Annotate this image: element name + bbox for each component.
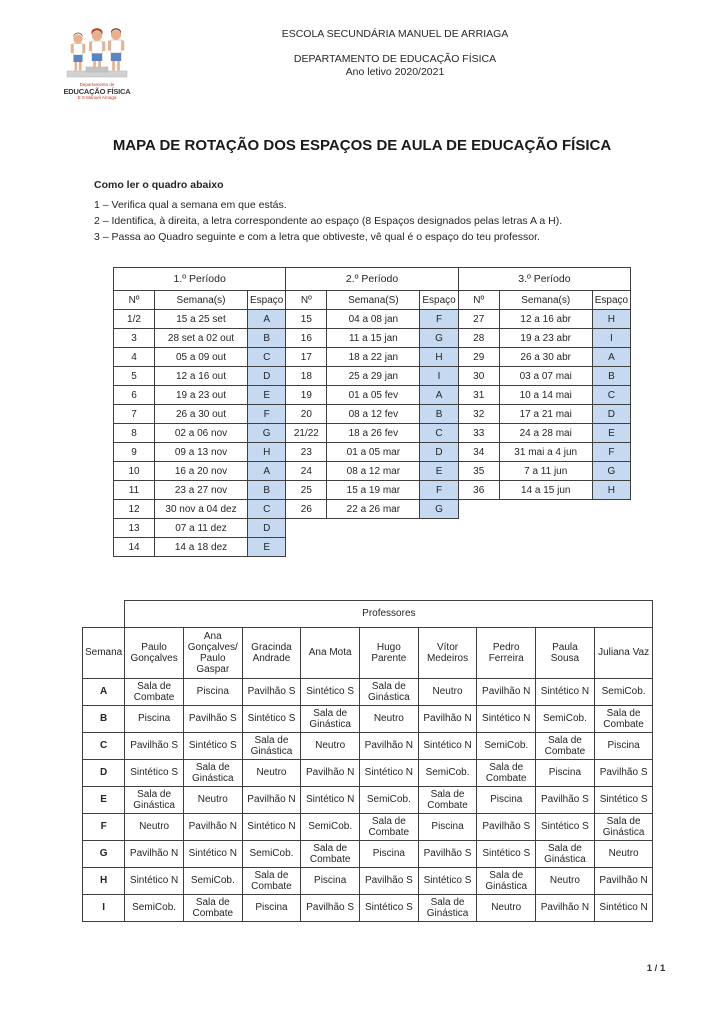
espaco-letter: E [248,538,286,557]
space-cell: Neutro [301,732,360,759]
rotation-row [286,481,458,500]
week-dates: 19 a 23 out [155,386,248,405]
rotation-row [286,386,458,405]
rotation-row [286,367,458,386]
week-number: 21/22 [286,424,327,443]
rotation-row [458,367,630,386]
column-header: Semana(s) [499,291,592,310]
week-dates: 26 a 30 out [155,405,248,424]
espaco-letter: E [420,462,458,481]
space-cell: Sintético N [418,732,477,759]
rotation-period-table-1 [113,267,286,557]
teacher-name-header: Gracinda Andrade [242,627,301,678]
space-cell: SemiCob. [242,840,301,867]
space-cell: SemiCob. [594,678,653,705]
week-number: 25 [286,481,327,500]
space-cell: Sintético N [301,786,360,813]
rotation-row [114,481,286,500]
espaco-letter: A [248,310,286,329]
rotation-row [286,424,458,443]
instructions-heading: Como ler o quadro abaixo [94,179,224,191]
espaco-letter: A [420,386,458,405]
space-cell: Sala de Ginástica [418,894,477,921]
teacher-week-row [83,840,653,867]
pe-kids-logo-icon [64,26,130,80]
rotation-row [114,329,286,348]
espaco-letter: H [592,481,630,500]
espaco-letter: C [248,500,286,519]
space-cell: Sala de Combate [183,894,242,921]
week-dates: 08 a 12 mar [327,462,420,481]
space-cell: Sintético S [536,813,595,840]
space-cell: Sintético S [125,759,184,786]
space-cell: Sala de Combate [360,813,419,840]
espaco-letter: D [248,367,286,386]
space-cell: Pavilhão N [301,759,360,786]
space-cell: Piscina [477,786,536,813]
space-cell: Sala de Combate [301,840,360,867]
space-cell: Neutro [242,759,301,786]
week-number: 6 [114,386,155,405]
rotation-period-table-3 [458,267,631,500]
space-cell: SemiCob. [418,759,477,786]
week-dates: 31 mai a 4 jun [499,443,592,462]
week-dates: 19 a 23 abr [499,329,592,348]
space-cell: Sala de Combate [242,867,301,894]
space-cell: Neutro [536,867,595,894]
school-year: Ano letivo 2020/2021 [345,66,445,78]
week-dates: 10 a 14 mai [499,386,592,405]
week-letter: G [83,840,125,867]
space-cell: Sala de Ginástica [477,867,536,894]
space-cell: Pavilhão N [242,786,301,813]
teacher-name-header: Pedro Ferreira [477,627,536,678]
space-cell: Sintético S [360,894,419,921]
space-cell: Sala de Combate [418,786,477,813]
week-number: 19 [286,386,327,405]
space-cell: Neutro [125,813,184,840]
week-dates: 01 a 05 mar [327,443,420,462]
space-cell: Pavilhão N [477,678,536,705]
instruction-step-1: 1 – Verifica qual a semana em que estás. [94,199,287,211]
teacher-week-row [83,678,653,705]
week-letter: F [83,813,125,840]
space-cell: Piscina [301,867,360,894]
space-cell: Sintético N [183,840,242,867]
week-dates: 18 a 26 fev [327,424,420,443]
space-cell: Pavilhão N [183,813,242,840]
week-number: 8 [114,424,155,443]
week-dates: 7 a 11 jun [499,462,592,481]
week-number: 32 [458,405,499,424]
week-number: 24 [286,462,327,481]
rotation-row [114,443,286,462]
space-cell: Pavilhão S [242,678,301,705]
school-name: ESCOLA SECUNDÁRIA MANUEL DE ARRIAGA [281,28,509,40]
week-letter: C [83,732,125,759]
logo-educacao-fisica: EDUCAÇÃO FÍSICA [63,86,131,96]
week-number: 5 [114,367,155,386]
espaco-letter: F [592,443,630,462]
space-cell: Sala de Ginástica [301,705,360,732]
rotation-row [286,348,458,367]
teacher-week-row [83,705,653,732]
space-cell: Piscina [125,705,184,732]
week-number: 28 [458,329,499,348]
espaco-letter: D [592,405,630,424]
espaco-letter: A [592,348,630,367]
space-cell: Sintético N [536,678,595,705]
espaco-letter: B [248,481,286,500]
space-cell: Sala de Ginástica [536,840,595,867]
teachers-grid [82,600,653,922]
espaco-letter: G [420,500,458,519]
rotation-row [114,500,286,519]
space-cell: Sintético N [360,759,419,786]
space-cell: Neutro [594,840,653,867]
space-cell: Pavilhão S [477,813,536,840]
space-cell: SemiCob. [477,732,536,759]
space-cell: Sintético S [242,705,301,732]
week-dates: 15 a 25 set [155,310,248,329]
week-number: 18 [286,367,327,386]
professores-group-header: Professores [125,601,653,628]
rotation-row [458,405,630,424]
rotation-row [458,443,630,462]
space-cell: Sala de Ginástica [242,732,301,759]
week-number: 26 [286,500,327,519]
week-number: 23 [286,443,327,462]
week-dates: 30 nov a 04 dez [155,500,248,519]
space-cell: Neutro [477,894,536,921]
instruction-step-2: 2 – Identifica, à direita, a letra correspondente ao espaço (8 Espaços designados pelas letras A a H). [94,215,563,227]
espaco-letter: H [420,348,458,367]
space-cell: Neutro [360,705,419,732]
instruction-step-3: 3 – Passa ao Quadro seguinte e com a letra que obtiveste, vê qual é o espaço do teu professor. [94,231,540,243]
rotation-row [114,405,286,424]
space-cell: Pavilhão S [183,705,242,732]
space-cell: Sintético S [418,867,477,894]
corner-empty-cell [83,601,125,628]
espaco-letter: C [248,348,286,367]
period-label: 2.º Período [286,268,458,291]
week-number: 16 [286,329,327,348]
column-header: Espaço [248,291,286,310]
week-number: 10 [114,462,155,481]
week-dates: 14 a 15 jun [499,481,592,500]
week-number: 20 [286,405,327,424]
week-dates: 22 a 26 mar [327,500,420,519]
week-number: 36 [458,481,499,500]
space-cell: Piscina [536,759,595,786]
espaco-letter: I [592,329,630,348]
week-letter: H [83,867,125,894]
rotation-row [286,310,458,329]
space-cell: Sintético N [125,867,184,894]
rotation-row [114,367,286,386]
instructions [94,179,562,245]
space-cell: Sintético N [477,705,536,732]
space-cell: Sintético S [594,786,653,813]
instructions-steps [94,197,562,245]
rotation-row [114,462,286,481]
space-cell: Pavilhão N [594,867,653,894]
space-cell: Pavilhão S [536,786,595,813]
week-dates: 17 a 21 mai [499,405,592,424]
week-number: 27 [458,310,499,329]
logo-department-de: Departamento de [79,82,115,87]
rotation-row [458,348,630,367]
teachers-table [82,600,653,922]
semana-column-header: Semana [83,627,125,678]
teacher-name-header: Hugo Parente [360,627,419,678]
week-dates: 28 set a 02 out [155,329,248,348]
space-cell: Sintético S [477,840,536,867]
espaco-letter: D [248,519,286,538]
column-header: Semana(S) [327,291,420,310]
week-dates: 26 a 30 abr [499,348,592,367]
teacher-week-row [83,813,653,840]
rotation-row [114,348,286,367]
space-cell: SemiCob. [360,786,419,813]
column-header: Nº [286,291,327,310]
week-number: 9 [114,443,155,462]
teacher-name-header: Ana Gonçalves/ Paulo Gaspar [183,627,242,678]
week-number: 1/2 [114,310,155,329]
rotation-row [114,424,286,443]
rotation-row [286,405,458,424]
espaco-letter: F [420,310,458,329]
space-cell: Neutro [418,678,477,705]
week-number: 35 [458,462,499,481]
space-cell: SemiCob. [183,867,242,894]
espaco-letter: C [592,386,630,405]
espaco-letter: D [420,443,458,462]
space-cell: Pavilhão S [301,894,360,921]
space-cell: Sala de Combate [536,732,595,759]
espaco-letter: B [420,405,458,424]
department-logo [60,26,134,100]
teacher-name-header: Ana Mota [301,627,360,678]
espaco-letter: F [248,405,286,424]
espaco-letter: H [248,443,286,462]
space-cell: SemiCob. [125,894,184,921]
teacher-week-row [83,867,653,894]
week-dates: 25 a 29 jan [327,367,420,386]
period-label: 3.º Período [458,268,630,291]
week-dates: 12 a 16 abr [499,310,592,329]
space-cell: Pavilhão N [125,840,184,867]
week-letter: I [83,894,125,921]
week-dates: 02 a 06 nov [155,424,248,443]
rotation-row [286,443,458,462]
space-cell: Piscina [360,840,419,867]
week-number: 29 [458,348,499,367]
rotation-row [286,462,458,481]
space-cell: Sala de Combate [125,678,184,705]
space-cell: Neutro [183,786,242,813]
espaco-letter: B [592,367,630,386]
rotation-row [458,329,630,348]
espaco-letter: B [248,329,286,348]
rotation-row [458,386,630,405]
week-dates: 04 a 08 jan [327,310,420,329]
rotation-period-table-2 [285,267,458,519]
space-cell: SemiCob. [536,705,595,732]
week-dates: 14 a 18 dez [155,538,248,557]
column-header: Espaço [420,291,458,310]
week-dates: 16 a 20 nov [155,462,248,481]
week-letter: A [83,678,125,705]
espaco-letter: I [420,367,458,386]
week-dates: 24 a 28 mai [499,424,592,443]
espaco-letter: G [592,462,630,481]
week-dates: 23 a 27 nov [155,481,248,500]
week-letter: B [83,705,125,732]
week-number: 11 [114,481,155,500]
space-cell: Sala de Ginástica [594,813,653,840]
week-letter: D [83,759,125,786]
espaco-letter: G [248,424,286,443]
column-header: Espaço [592,291,630,310]
week-dates: 01 a 05 fev [327,386,420,405]
rotation-row [114,538,286,557]
space-cell: Sala de Combate [477,759,536,786]
column-header: Nº [114,291,155,310]
week-number: 31 [458,386,499,405]
week-number: 15 [286,310,327,329]
week-number: 13 [114,519,155,538]
week-dates: 15 a 19 mar [327,481,420,500]
week-letter: E [83,786,125,813]
rotation-table [113,267,631,557]
column-header: Nº [458,291,499,310]
space-cell: Sala de Ginástica [360,678,419,705]
space-cell: Pavilhão N [360,732,419,759]
space-cell: Piscina [418,813,477,840]
page-title: MAPA DE ROTAÇÃO DOS ESPAÇOS DE AULA DE EDUCAÇÃO FÍSICA [112,137,612,154]
space-cell: Pavilhão S [594,759,653,786]
week-dates: 11 a 15 jan [327,329,420,348]
column-header: Semana(s) [155,291,248,310]
week-dates: 05 a 09 out [155,348,248,367]
rotation-row [114,519,286,538]
rotation-row [286,329,458,348]
teacher-name-header: Juliana Vaz [594,627,653,678]
rotation-row [458,310,630,329]
espaco-letter: E [592,424,630,443]
teacher-week-row [83,759,653,786]
week-dates: 08 a 12 fev [327,405,420,424]
week-number: 30 [458,367,499,386]
space-cell: Sintético N [242,813,301,840]
period-label: 1.º Período [114,268,286,291]
rotation-row [458,462,630,481]
week-number: 14 [114,538,155,557]
week-number: 33 [458,424,499,443]
week-number: 12 [114,500,155,519]
space-cell: Pavilhão N [418,705,477,732]
espaco-letter: G [420,329,458,348]
week-dates: 18 a 22 jan [327,348,420,367]
space-cell: Sintético N [594,894,653,921]
space-cell: Pavilhão S [418,840,477,867]
week-dates: 12 a 16 out [155,367,248,386]
space-cell: Pavilhão S [125,732,184,759]
week-dates: 09 a 13 nov [155,443,248,462]
week-number: 34 [458,443,499,462]
espaco-letter: A [248,462,286,481]
teacher-name-header: Paula Sousa [536,627,595,678]
week-number: 3 [114,329,155,348]
teacher-week-row [83,786,653,813]
rotation-row [286,500,458,519]
space-cell: Sala de Ginástica [183,759,242,786]
week-number: 17 [286,348,327,367]
teacher-week-row [83,894,653,921]
space-cell: Piscina [183,678,242,705]
espaco-letter: C [420,424,458,443]
teacher-name-header: Vítor Medeiros [418,627,477,678]
espaco-letter: E [248,386,286,405]
space-cell: Sintético S [301,678,360,705]
teacher-name-header: Paulo Gonçalves [125,627,184,678]
rotation-row [114,310,286,329]
week-dates: 03 a 07 mai [499,367,592,386]
rotation-row [458,424,630,443]
space-cell: Piscina [242,894,301,921]
department-name: DEPARTAMENTO DE EDUCAÇÃO FÍSICA [293,53,497,65]
page-number: 1 / 1 [646,963,666,974]
space-cell: SemiCob. [301,813,360,840]
document-header [228,28,562,78]
space-cell: Sintético S [183,732,242,759]
espaco-letter: H [592,310,630,329]
space-cell: Piscina [594,732,653,759]
space-cell: Pavilhão S [360,867,419,894]
week-number: 7 [114,405,155,424]
rotation-row [114,386,286,405]
week-dates: 07 a 11 dez [155,519,248,538]
rotation-row [458,481,630,500]
teacher-week-row [83,732,653,759]
space-cell: Pavilhão N [536,894,595,921]
logo-school-abbrev: E S Manuel Arriaga [77,94,117,100]
espaco-letter: F [420,481,458,500]
week-number: 4 [114,348,155,367]
space-cell: Sala de Ginástica [125,786,184,813]
space-cell: Sala de Combate [594,705,653,732]
